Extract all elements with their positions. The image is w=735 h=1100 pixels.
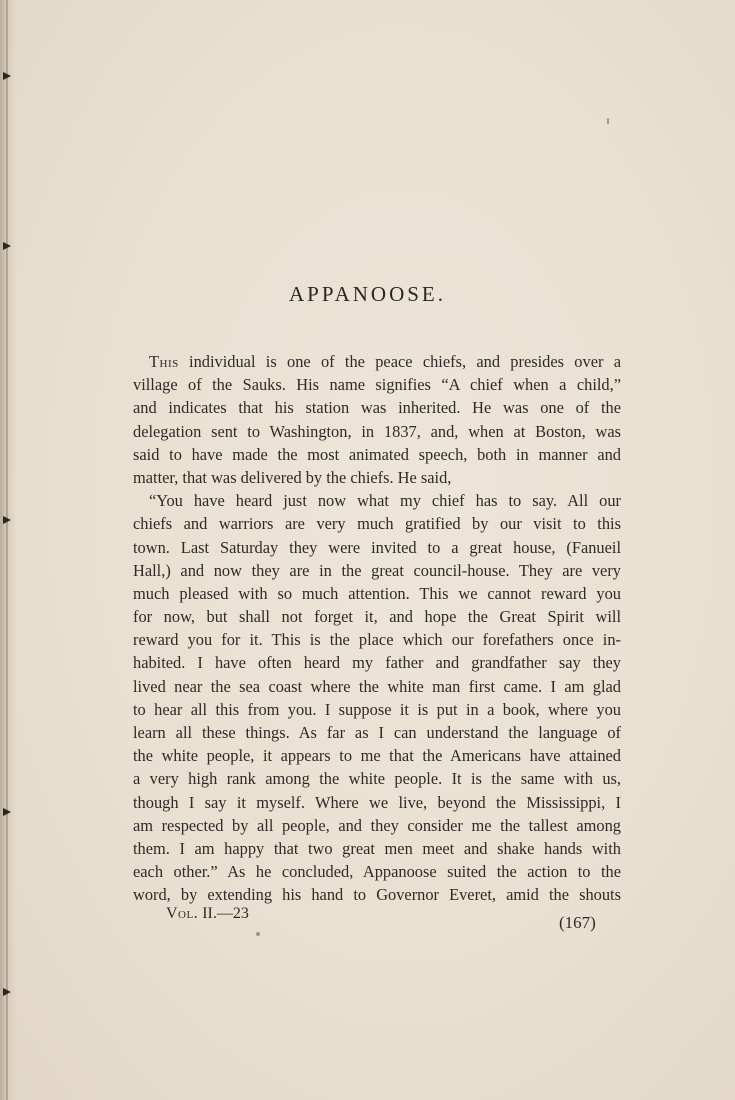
spine-shadow [0,0,16,1100]
text-line: much pleased with so much attention. This we cannot reward you [133,583,621,603]
text-line: a very high rank among the white people. It is the same with us, [133,769,621,789]
paper-speck [256,932,260,936]
text-line: word, by extending his hand to Governor Everet, amid the shouts [133,885,621,905]
page-footer [0,905,735,935]
text-line: for now, but shall not forget it, and hope the Great Spirit will [133,607,621,627]
text-line: delegation sent to Washington, in 1837, and, when at Boston, was [133,421,621,441]
text-line: and indicates that his station was inherited. He was one of the [133,398,621,418]
spine-edge [6,0,8,1100]
text-line: village of the Sauks. His name signifies “A chief when a child,” [133,375,621,395]
body-text [133,350,621,907]
text-line: though I say it myself. Where we live, beyond the Mississippi, I [133,792,621,812]
text-line: the white people, it appears to me that the Americans have attained [133,746,621,766]
text-line [133,350,621,373]
text-line: to hear all this from you. I suppose it is put in a book, where you [133,699,621,719]
text-line: Hall,) and now they are in the great council-house. They are very [133,560,621,580]
text-line: said to have made the most animated speech, both in manner and [133,444,621,464]
text-line-rest: individual is one of the peace chiefs, and presides over a [178,352,621,371]
signature-prefix: Vol. [166,905,199,922]
binding-thread-mark [3,808,19,816]
binding-thread-mark [3,242,19,250]
paper-speck [607,118,609,124]
text-line: reward you for it. This is the place which our forefathers once in- [133,630,621,650]
text-line: matter, that was delivered by the chiefs. He said, [133,467,452,487]
binding-thread-mark [3,516,19,524]
page-number: (167) [559,913,596,932]
text-line: chiefs and warriors are very much gratified by our visit to this [133,514,621,534]
drop-word: This [149,352,179,371]
text-line: each other.” As he concluded, Appanoose suited the action to the [133,862,621,882]
signature-mark [166,905,249,923]
text-line: learn all these things. As far as I can understand the language of [133,723,621,742]
text-line: habited. I have often heard my father and grandfather say they [133,653,621,673]
page-title: APPANOOSE. [288,282,446,306]
text-line: am respected by all people, and they consider me the tallest among [133,815,621,835]
text-line: town. Last Saturday they were invited to a great house, (Fanueil [133,537,621,557]
text-line: them. I am happy that two great men meet and shake hands with [133,838,621,858]
binding-thread-mark [3,988,19,996]
text-line: “You have heard just now what my chief has to say. All our [149,491,621,511]
text-line: lived near the sea coast where the white man first came. I am glad [133,676,621,696]
binding-thread-mark [3,72,19,80]
signature-rest: II.—23 [198,905,249,922]
